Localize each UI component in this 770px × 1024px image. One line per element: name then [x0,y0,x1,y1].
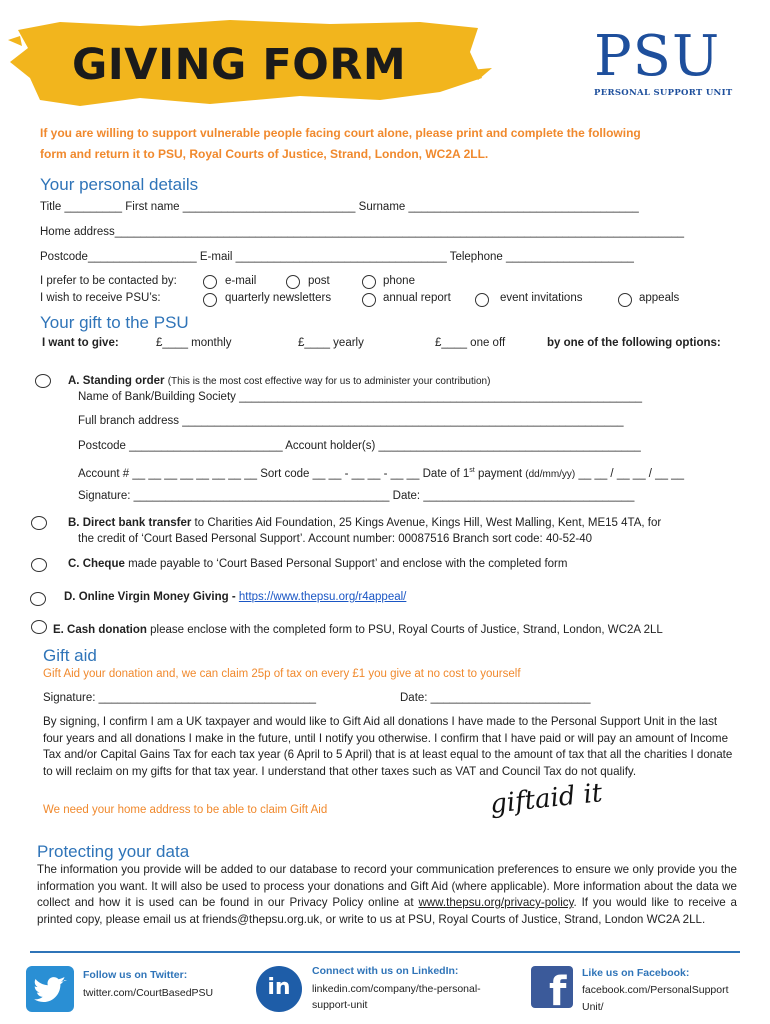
personal-details-heading: Your personal details [40,175,199,194]
protecting-data-heading: Protecting your data [37,842,190,861]
facebook-label: Like us on Facebook: [582,967,690,979]
gift-aid-signature-field[interactable]: Signature: __________________________________ [43,692,317,704]
standing-order-radio[interactable] [35,374,51,388]
virgin-money-radio[interactable] [30,592,46,606]
gift-aid-declaration: By signing, I confirm I am a UK taxpayer and would like to Gift Aid all donations I have made to the Personal Support Unit in the last four years and all donations I make in the future, until I notify you otherwise. I confirm that I have paid or will pay an amount of Income Tax and/or Capital Gains Tax for each tax year (6 April to 5 April) that is at least equal to the amount of tax that all the charities I donate to will reclaim on my gifts for that tax year. I understand that other taxes such as VAT and Council Tax do not qualify. [43,715,733,778]
home-address-row[interactable]: Home address_________________________________________________________________________________________ [40,226,685,238]
receive-annual-report-radio[interactable] [362,293,376,307]
contact-post-label: post [308,275,330,287]
form-title: GIVING FORM [72,40,407,90]
contact-email-label: e-mail [225,275,257,287]
contact-phone-label: phone [383,275,415,287]
receive-appeals-label: appeals [639,292,680,304]
options-label: by one of the following options: [547,337,721,349]
gift-aid-address-note: We need your home address to be able to claim Gift Aid [43,804,328,816]
receive-event-invitations-radio[interactable] [475,293,489,307]
receive-annual-report-label: annual report [383,292,451,304]
twitter-icon[interactable] [26,966,74,1012]
gift-aid-heading: Gift aid [43,646,97,665]
facebook-icon[interactable]: f [531,966,573,1008]
cheque-radio[interactable] [31,558,47,572]
standing-order-signature-field[interactable]: Signature: ________________________________________ Date: _________________________________ [78,490,635,502]
contact-email-radio[interactable] [203,275,217,289]
footer-divider [30,951,740,953]
receive-event-invitations-label: event invitations [500,292,583,304]
twitter-handle[interactable]: twitter.com/CourtBasedPSU [83,987,214,999]
cash-donation-radio[interactable] [31,620,47,634]
linkedin-icon[interactable]: in [256,966,302,1012]
privacy-policy-link[interactable]: www.thepsu.org/privacy-policy [418,896,574,909]
virgin-money-link[interactable]: https://www.thepsu.org/r4appeal/ [238,591,407,603]
standing-order-title: A. Standing order (This is the most cost effective way for us to administer your contribution) [68,375,491,387]
want-to-give-label: I want to give: [42,337,119,349]
receive-newsletters-label: quarterly newsletters [225,292,332,304]
bank-name-field[interactable]: Name of Bank/Building Society _______________________________________________________________ [78,391,643,403]
psu-logo: PSU PERSONAL SUPPORT UNIT [594,24,733,98]
cash-donation-line: E. Cash donation please enclose with the completed form to PSU, Royal Courts of Justice, Strand, London, WC2A 2LL [53,624,663,636]
gift-heading: Your gift to the PSU [40,313,189,332]
bank-transfer-line-2: the credit of ‘Court Based Personal Support’. Account number: 00087516 Branch sort code: 40-52-40 [78,533,592,545]
postcode-email-phone-row[interactable]: Postcode_________________ E-mail _________________________________ Telephone ____________________ [40,251,634,263]
linkedin-url-line-2[interactable]: support-unit [312,999,368,1011]
monthly-amount-field[interactable]: £____ monthly [156,337,232,349]
linkedin-url-line-1[interactable]: linkedin.com/company/the-personal- [312,983,481,995]
intro-line-1: If you are willing to support vulnerable people facing court alone, please print and complete the following [40,126,641,140]
virgin-money-line: D. Online Virgin Money Giving - https://www.thepsu.org/r4appeal/ [64,591,407,603]
gift-aid-date-field[interactable]: Date: _________________________ [400,692,591,704]
data-paragraph: The information you provide will be added to our database to record your communication preferences to ensure we only provide you the information you want. It will also be used to process your donations and Gift Aid (where applicable). More information about the data we collect and how it is used can be found in our Privacy Policy online at www.thepsu.org/privacy-policy. If you would like to receive a printed copy, please email us at friends@thepsu.org.uk, or write to us at PSU, Royal Courts of Justice, Strand, London WC2A 2LL. [37,863,737,926]
contact-post-radio[interactable] [286,275,300,289]
gift-aid-it-logo: giftaid it [488,778,604,820]
facebook-url-line-1[interactable]: facebook.com/PersonalSupport [582,984,729,996]
name-row[interactable]: Title _________ First name ___________________________ Surname ____________________________________ [40,201,639,213]
oneoff-amount-field[interactable]: £____ one off [435,337,506,349]
receive-newsletters-radio[interactable] [203,293,217,307]
contact-preference-label: I prefer to be contacted by: [40,275,177,287]
account-sortcode-date-field[interactable]: Account # __ __ __ __ __ __ __ __ Sort code __ __ - __ __ - __ __ Date of 1st payment (dd/mm/yy) __ __ / __ __ / __ __ [78,467,684,480]
receive-appeals-radio[interactable] [618,293,632,307]
postcode-account-holder-field[interactable]: Postcode ________________________ Account holder(s) _________________________________________ [78,440,641,452]
bank-transfer-line-1: B. Direct bank transfer to Charities Aid Foundation, 25 Kings Avenue, Kings Hill, West Malling, Kent, ME15 4TA, for [68,517,662,529]
yearly-amount-field[interactable]: £____ yearly [298,337,364,349]
facebook-url-line-2[interactable]: Unit/ [582,1001,604,1013]
cheque-line: C. Cheque made payable to ‘Court Based Personal Support’ and enclose with the completed form [68,558,568,570]
branch-address-field[interactable]: Full branch address _____________________________________________________________________ [78,415,624,427]
linkedin-label: Connect with us on LinkedIn: [312,965,459,977]
bank-transfer-radio[interactable] [31,516,47,530]
receive-preference-label: I wish to receive PSU’s: [40,292,161,304]
contact-phone-radio[interactable] [362,275,376,289]
gift-aid-subline: Gift Aid your donation and, we can claim 25p of tax on every £1 you give at no cost to yourself [43,668,521,680]
header-banner [0,0,770,115]
intro-line-2: form and return it to PSU, Royal Courts of Justice, Strand, London, WC2A 2LL. [40,147,489,161]
twitter-label: Follow us on Twitter: [83,969,188,981]
